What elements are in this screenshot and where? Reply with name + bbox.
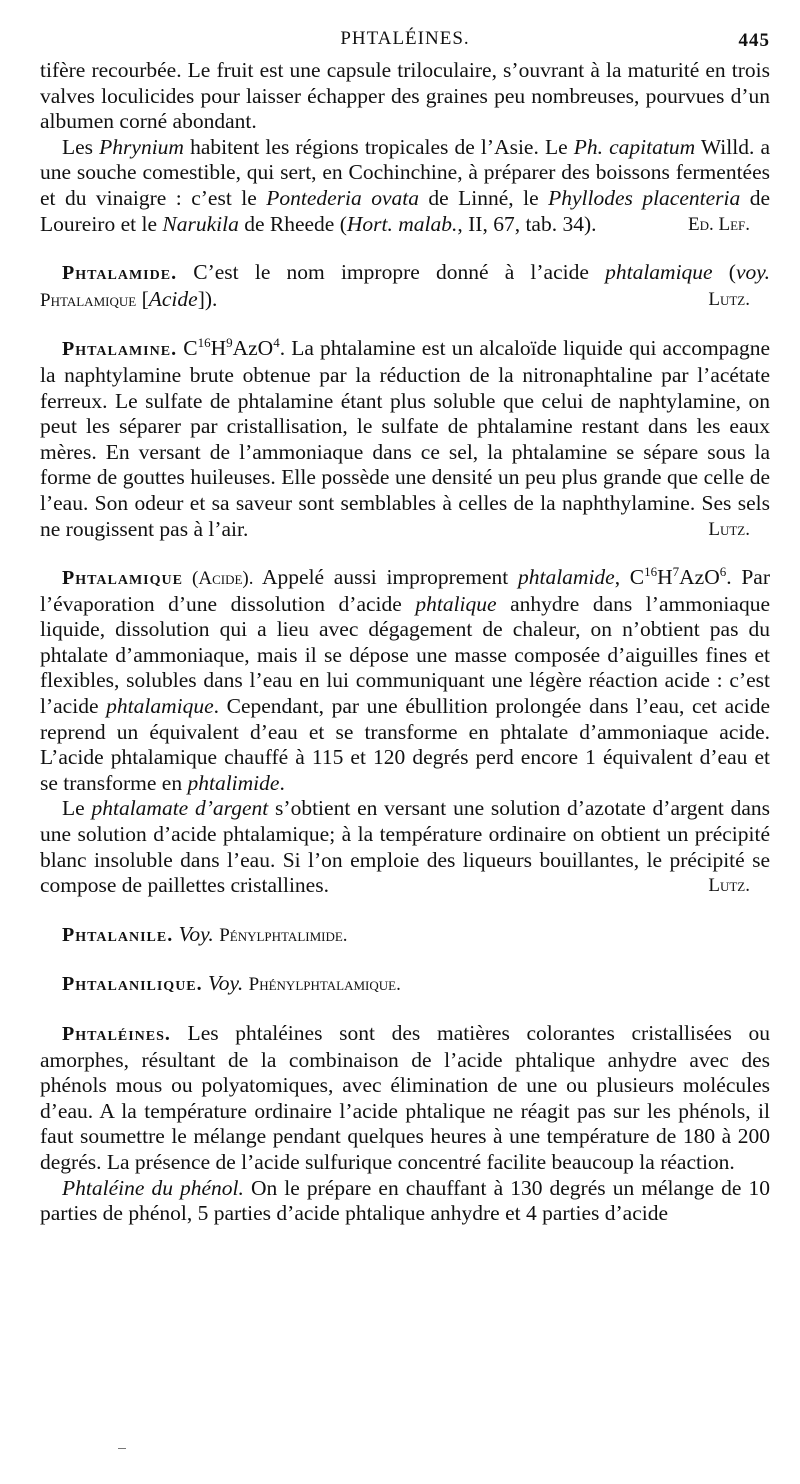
text: de Rheede ( <box>238 211 347 236</box>
text: Appelé aussi improprement <box>253 565 518 590</box>
italic-text: phtalamide <box>517 565 615 590</box>
italic-text: phtalimide <box>187 770 280 795</box>
italic-text: Narukila <box>162 211 239 236</box>
text: habitent les régions tropicales de l’Asie. Le <box>183 134 574 159</box>
headword: Phtalanile. <box>62 923 174 946</box>
entry-phtaleines <box>40 1021 770 1176</box>
entry-phtalanile <box>40 922 770 949</box>
italic-text: Phyllodes placenteria <box>548 185 741 210</box>
italic-text: Hort. malab. <box>346 211 458 236</box>
author-signature: Lutz. <box>708 875 750 897</box>
headword: Phtalamide. <box>62 262 178 285</box>
formula-superscript: 16 <box>197 335 211 351</box>
paragraph-phrynium <box>40 135 770 237</box>
page-number: 445 <box>738 30 770 51</box>
formula: AzO <box>232 336 274 361</box>
text: C’est le nom impropre donné à l’acide <box>177 260 606 285</box>
running-head <box>40 28 770 58</box>
headword: Phtaléines. <box>62 1023 171 1045</box>
formula-superscript: 6 <box>719 563 727 579</box>
cross-reference: Phénylphtalamique. <box>248 974 401 996</box>
text: La phtalamine est un alcaloïde liquide qui accompagne la naphtylamine brute obtenue par la réduction de la nitronaphtaline par l’acétate ferreux. Le sulfate de phtalamine étant plus soluble que celui de naphtylamine, on peut les séparer par cristallisation, le sulfate de phtalamine restant dans les eaux mères. En versant de l’ammoniaque dans ce sel, la phtalamine se sépare sous la forme de gouttes huileuses. Elle possède une densité un peu plus grande que celle de l’eau. Son odeur et sa saveur sont semblables à celles de la naphthylamine. Ses sels ne rougissent pas à l’air. <box>40 336 770 541</box>
headword: Phtalanilique. <box>62 973 203 996</box>
running-head-title: PHTALÉINES. <box>340 28 470 49</box>
italic-text: Phrynium <box>99 134 184 159</box>
text: ( <box>712 260 736 285</box>
formula: . <box>279 336 286 361</box>
author-signature: Lutz. <box>708 518 750 540</box>
paragraph-phtaleine-phenol <box>40 1176 770 1227</box>
formula-superscript: 9 <box>226 335 233 351</box>
text: , II, 67, tab. 34). <box>457 211 597 236</box>
paragraph-phtalamate <box>40 796 770 898</box>
italic-text: voy. <box>735 260 770 285</box>
italic-text: phtalamique <box>106 694 214 719</box>
italic-text: Voy. <box>208 971 244 996</box>
headword: Phtalamine. <box>62 338 178 361</box>
text: Le <box>62 796 92 821</box>
formula: . <box>726 565 732 590</box>
page <box>40 28 770 1227</box>
text: Les <box>62 134 100 159</box>
formula-superscript: 4 <box>273 335 280 351</box>
cross-reference: Phtalamique <box>40 289 137 311</box>
text: . Cependant, par une ébullition prolongée dans l’eau, cet acide reprend un équivalent d’eau et se transforme en phtalate d’ammoniaque acide. L’acide phtalamique chauffé à 115 et 120 degrés perd encore 1 équivalent d’eau et se transforme en <box>40 694 770 795</box>
italic-text: phtalique <box>415 591 497 616</box>
formula: H <box>657 565 673 590</box>
entry-phtalamique <box>40 565 770 796</box>
italic-text: Ph. capitatum <box>573 134 696 159</box>
text: de Loureiro et le <box>40 185 770 236</box>
author-signature: Ed. Lef. <box>687 213 750 235</box>
text: de Linné, le <box>418 185 549 210</box>
text: anhydre dans l’ammoniaque liquide, dissolution qui a lieu avec dégagement de chaleur, on n’obtient pas du phtalate d’ammoniaque, mais il se dépose une masse composée d’aiguilles fines et flexibles, solubles dans l’eau en lui communiquant une légère réaction acide : c’est l’acide <box>40 591 770 719</box>
italic-text: Phtaléine du phénol. <box>62 1175 244 1200</box>
text: Par l’évaporation d’une dissolution d’acide <box>40 565 770 616</box>
entry-phtalanilique <box>40 971 770 998</box>
italic-text: Voy. <box>178 921 214 946</box>
formula-superscript: 7 <box>672 563 680 579</box>
text: s’obtient en versant une solution d’azotate d’argent dans une solution d’acide phtalamique; à la température ordinaire on obtient un précipité blanc insoluble dans l’eau. Si l’on emploie des liqueurs bouillantes, le précipité se compose de paillettes cristallines. <box>40 796 771 898</box>
italic-text: phtalamique <box>605 260 713 285</box>
text: Willd. a une souche comestible, qui sert, en Cochinchine, à préparer des boissons fermentées et du vinaigre : c’est le <box>40 134 770 210</box>
italic-text: phtalamate d’argent <box>91 796 269 821</box>
formula: AzO <box>679 565 720 590</box>
small-caps-text: (Acide). <box>182 568 254 590</box>
italic-text: Acide <box>148 286 198 311</box>
author-signature: Lutz. <box>708 288 750 310</box>
text: ]). <box>197 286 218 311</box>
paragraph-continuation: tifère recourbée. Le fruit est une capsule triloculaire, s’ouvrant à la maturité en trois valves loculicides pour laisser échapper des graines peu nombreuses, pourvues d’un albumen corné abondant. <box>40 58 770 134</box>
formula: , C <box>614 565 645 590</box>
page-mark <box>118 1448 126 1449</box>
entry-phtalamine <box>40 336 770 542</box>
text: . <box>279 770 285 795</box>
entry-phtalamide <box>40 260 770 313</box>
text: On le prépare en chauffant à 130 degrés un mélange de 10 parties de phénol, 5 parties d’acide phtalique anhydre et 4 parties d’acide <box>40 1175 770 1226</box>
formula: C <box>177 336 198 361</box>
formula-superscript: 16 <box>644 563 658 579</box>
italic-text: Pontederia ovata <box>266 185 419 210</box>
cross-reference: Pénylphtalimide. <box>219 924 348 946</box>
text: [ <box>136 286 149 311</box>
headword: Phtalamique <box>62 567 183 590</box>
text: Les phtaléines sont des matières colorantes cristallisées ou amorphes, résultant de la combinaison de l’acide phtalique anhydre avec des phénols mous ou polyatomiques, avec élimination de une ou plusieurs molécules d’eau. A la température ordinaire l’acide phtalique ne réagit pas sur les phénols, il faut soumettre le mélange pendant quelques heures à une température de 180 à 200 degrés. La présence de l’acide sulfurique concentré facilite beaucoup la réaction. <box>40 1021 770 1174</box>
formula: H <box>210 336 227 361</box>
